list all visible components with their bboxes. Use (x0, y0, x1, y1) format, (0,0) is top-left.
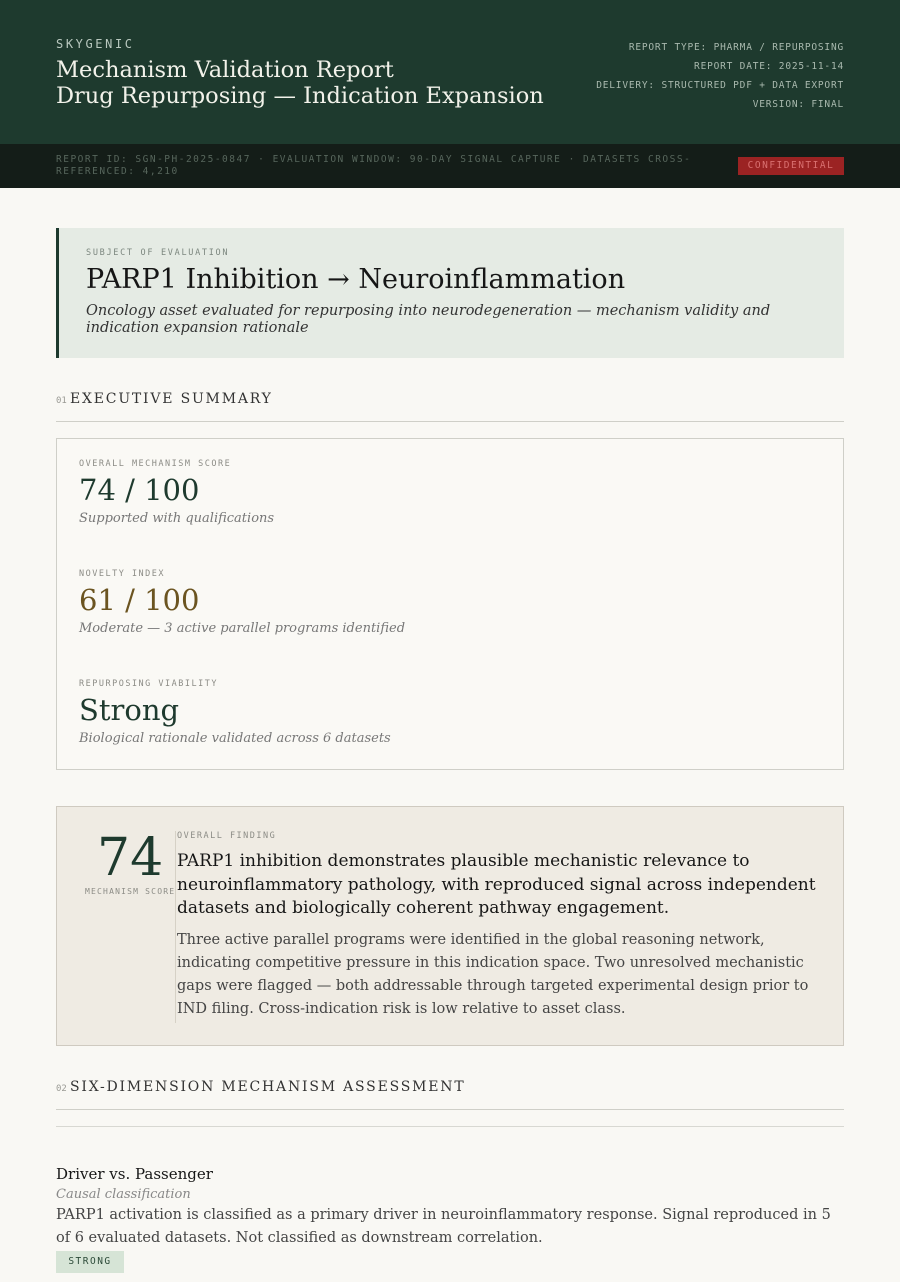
metric-note: Supported with qualifications (79, 511, 275, 526)
metric-overall-score (79, 459, 274, 526)
dimension-body: PARP1 activation is classified as a primary driver in neuroinflammatory response. Signal reproduced in 5 of 6 evaluated datasets. Not classified as downstream correlation. (56, 1207, 831, 1246)
section-number: 01 (56, 396, 67, 406)
metric-label: REPURPOSING VIABILITY (79, 679, 218, 689)
meta-delivery: DELIVERY: STRUCTURED PDF + DATA EXPORT (596, 80, 844, 91)
subject-label: SUBJECT OF EVALUATION (86, 248, 230, 258)
metric-novelty-index (79, 569, 405, 636)
dimension-divider (56, 1126, 844, 1127)
section-header-six-dimension (56, 1078, 844, 1110)
finding-divider (175, 831, 176, 1023)
report-title-line2: Drug Repurposing — Indication Expansion (56, 83, 544, 109)
dimension-subtitle: Causal classification (56, 1187, 191, 1202)
report-id-text: REPORT ID: SGN-PH-2025-0847 · EVALUATION WINDOW: 90-DAY SIGNAL CAPTURE · DATASETS CROSS-REFERENCED: 4,210 (56, 154, 692, 177)
metric-label: NOVELTY INDEX (79, 569, 166, 579)
subject-description: Oncology asset evaluated for repurposing into neurodegeneration — mechanism validity and indication expansion rationale (86, 303, 771, 336)
meta-report-type: REPORT TYPE: PHARMA / REPURPOSING (628, 42, 844, 53)
brand-name: SKYGENIC (56, 37, 135, 51)
finding-headline: PARP1 inhibition demonstrates plausible mechanistic relevance to neuroinflammatory pathology, with reproduced signal across independent datasets and biologically coherent pathway engagement. (177, 851, 816, 918)
metric-note: Moderate — 3 active parallel programs identified (79, 621, 406, 636)
report-title (56, 57, 544, 109)
section-number: 02 (56, 1084, 67, 1094)
section-title: SIX-DIMENSION MECHANISM ASSESSMENT (70, 1079, 466, 1095)
section-title: EXECUTIVE SUMMARY (70, 391, 273, 407)
mechanism-score-label: MECHANISM SCORE (85, 887, 176, 896)
mechanism-score-number: 74 (97, 828, 164, 888)
finding-body: Three active parallel programs were identified in the global reasoning network, indicating competitive pressure in this indication space. Two unresolved mechanistic gaps were flagged — both addressable through targeted experimental design prior to IND filing. Cross-indication risk is low relative to asset class. (177, 932, 809, 1017)
dimension-rating-badge: STRONG (56, 1251, 124, 1273)
finding-label: OVERALL FINDING (177, 831, 277, 841)
report-meta (596, 38, 844, 114)
metric-value: Strong (79, 693, 180, 727)
metric-value: 74 / 100 (79, 473, 200, 507)
subject-box (56, 228, 844, 358)
overall-finding-box (56, 806, 844, 1046)
report-header (0, 0, 900, 144)
metric-value: 61 / 100 (79, 583, 200, 617)
metric-note: Biological rationale validated across 6 datasets (79, 731, 391, 746)
metric-repurposing-viability (79, 679, 391, 746)
report-title-line1: Mechanism Validation Report (56, 57, 394, 83)
section-header-executive-summary (56, 390, 844, 422)
executive-summary-card (56, 438, 844, 770)
meta-report-date: REPORT DATE: 2025-11-14 (694, 61, 844, 72)
subject-title: PARP1 Inhibition → Neuroinflammation (86, 264, 626, 295)
dimension-title: Driver vs. Passenger (56, 1165, 213, 1183)
metric-label: OVERALL MECHANISM SCORE (79, 459, 232, 469)
meta-version: VERSION: FINAL (752, 99, 844, 110)
confidential-badge: CONFIDENTIAL (738, 157, 844, 175)
